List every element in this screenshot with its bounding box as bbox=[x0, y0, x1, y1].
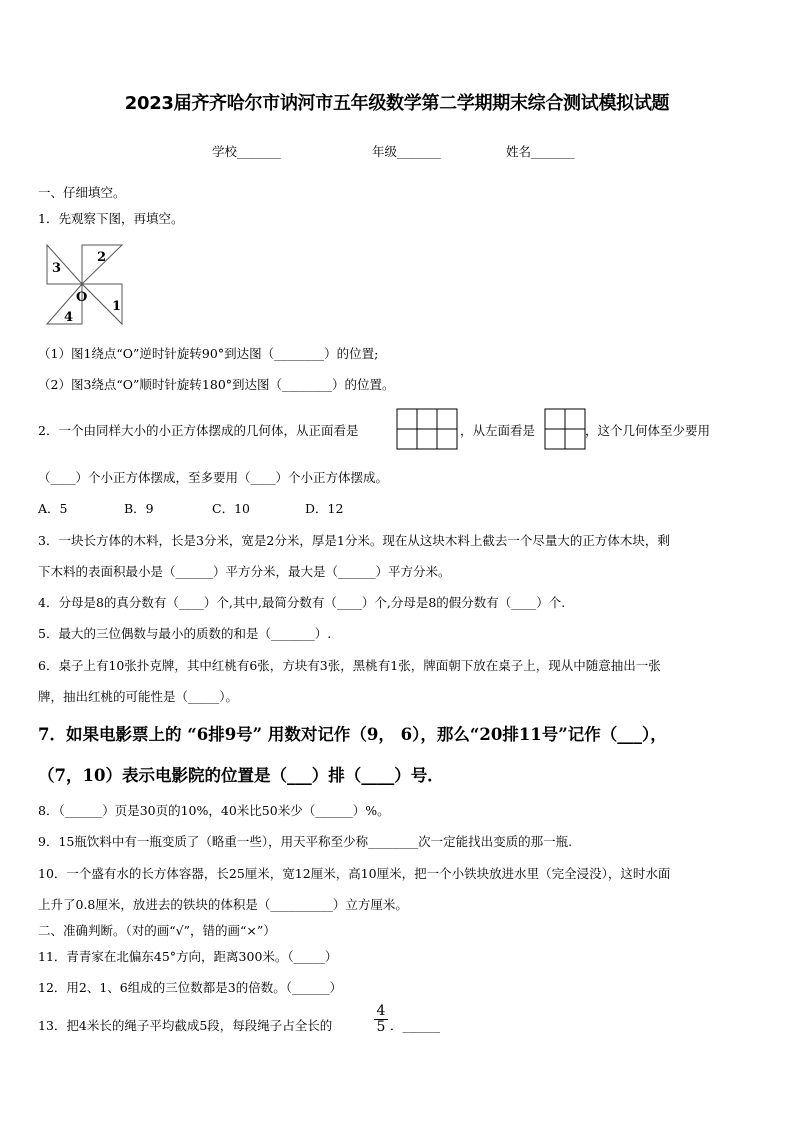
section-2-heading: 二、准确判断。（对的画“√”，错的画“×”） bbox=[38, 923, 276, 938]
option-a[interactable]: A．5 bbox=[38, 501, 68, 516]
question-8: 8．（______）页是30页的10%，40米比50米少（______）%。 bbox=[38, 803, 390, 818]
question-6-line-1: 6．桌子上有10张扑克牌，其中红桃有6张，方块有3张，黑桃有1张，牌面朝下放在桌子上，现从中随意抽出一张 bbox=[38, 658, 661, 673]
question-3-line-1: 3．一块长方体的木料，长是3分米，宽是2分米，厚是1分米。现在从这块木料上截去一个尽量大的正方体木块，剩 bbox=[38, 533, 670, 548]
question-5: 5．最大的三位偶数与最小的质数的和是（_______）. bbox=[38, 626, 332, 641]
figure-label-o: O bbox=[76, 290, 88, 305]
school-field[interactable]: 学校_______ bbox=[212, 144, 281, 159]
question-12: 12．用2、1、6组成的三位数都是3的倍数。（______） bbox=[38, 980, 342, 995]
figure-label-4: 4 bbox=[64, 310, 74, 325]
question-7-line-1: 7．如果电影票上的 “6排9号” 用数对记作（9， 6），那么“20排11号”记作（___）， bbox=[38, 725, 667, 744]
fraction-denominator: 5 bbox=[376, 1019, 386, 1035]
question-11: 11．青青家在北偏东45°方向，距离300米。（_____） bbox=[38, 949, 338, 964]
option-d[interactable]: D．12 bbox=[305, 501, 344, 516]
fraction-four-fifths bbox=[374, 1004, 388, 1035]
pinwheel-figure bbox=[44, 241, 124, 327]
option-c[interactable]: C．10 bbox=[212, 501, 250, 516]
grade-field[interactable]: 年级_______ bbox=[372, 144, 441, 159]
question-4: 4．分母是8的真分数有（____）个,其中,最简分数有（____）个,分母是8的假分数有（____）个. bbox=[38, 595, 566, 610]
question-9: 9．15瓶饮料中有一瓶变质了（略重一些），用天平称至少称________次一定能找出变质的那一瓶. bbox=[38, 834, 573, 849]
page-title: 2023届齐齐哈尔市讷河市五年级数学第二学期期末综合测试模拟试题 bbox=[124, 93, 670, 114]
fraction-numerator: 4 bbox=[376, 1003, 386, 1019]
question-10-line-1: 10．一个盛有水的长方体容器，长25厘米，宽12厘米，高10厘米，把一个小铁块放进水里（完全浸没），这时水面 bbox=[38, 866, 671, 881]
figure-label-1: 1 bbox=[112, 299, 122, 314]
question-1-sub-1: （1）图1绕点“O”逆时针旋转90°到达图（________）的位置; bbox=[38, 346, 379, 361]
question-10-line-2: 上升了0.8厘米，放进去的铁块的体积是（__________）立方厘米。 bbox=[38, 897, 408, 912]
figure-label-2: 2 bbox=[97, 250, 107, 265]
question-7-line-2: （7，10）表示电影院的位置是（___）排（____）号． bbox=[38, 766, 444, 785]
name-field[interactable]: 姓名_______ bbox=[506, 144, 575, 159]
question-6-line-2: 牌，抽出红桃的可能性是（_____）。 bbox=[38, 689, 239, 704]
question-2-part-1: 2．一个由同样大小的小正方体摆成的几何体，从正面看是 bbox=[38, 423, 359, 438]
question-3-line-2: 下木料的表面积最小是（______）平方分米，最大是（______）平方分米。 bbox=[38, 564, 451, 579]
question-2-line-2: （____）个小正方体摆成，至多要用（____）个小正方体摆成。 bbox=[38, 470, 389, 485]
question-1-sub-2: （2）图3绕点“O”顺时针旋转180°到达图（________）的位置。 bbox=[38, 377, 395, 392]
question-13: 13．把4米长的绳子平均截成5段，每段绳子占全长的 bbox=[38, 1018, 333, 1033]
front-view-grid bbox=[396, 408, 458, 450]
question-1: 1．先观察下图，再填空。 bbox=[38, 211, 184, 226]
question-13-tail: ．______ bbox=[390, 1018, 441, 1033]
left-view-grid bbox=[544, 408, 586, 450]
option-b[interactable]: B．9 bbox=[124, 501, 154, 516]
question-2-part-2: ，从左面看是 bbox=[460, 423, 536, 438]
question-2-part-3: ，这个几何体至少要用 bbox=[585, 423, 711, 438]
figure-label-3: 3 bbox=[52, 261, 62, 276]
section-1-heading: 一、仔细填空。 bbox=[38, 185, 126, 200]
